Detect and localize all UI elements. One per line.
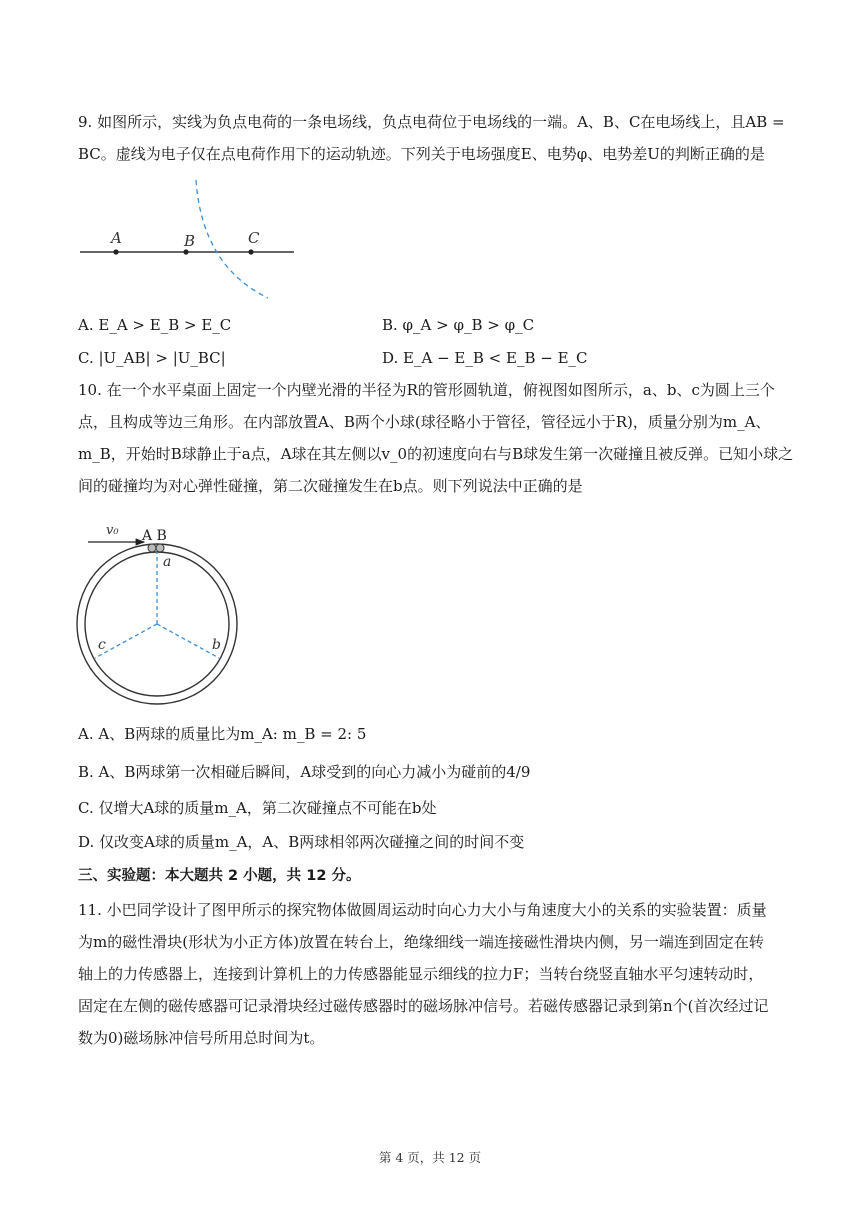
q9-figure xyxy=(74,176,300,304)
q10-option-d: D. 仅改变A球的质量m_A，A、B两球相邻两次碰撞之间的时间不变 xyxy=(78,833,525,851)
section-3-title: 三、实验题：本大题共 2 小题，共 12 分。 xyxy=(78,868,361,884)
q10-option-b: B. A、B两球第一次相碰后瞬间，A球受到的向心力减小为碰前的4/9 xyxy=(78,763,531,781)
q9-option-b: B. φ_A > φ_B > φ_C xyxy=(382,316,535,334)
balls-label: A B xyxy=(142,528,167,544)
q9-option-c: C. |U_AB| > |U_BC| xyxy=(78,349,226,367)
q10-option-c: C. 仅增大A球的质量m_A，第二次碰撞点不可能在b处 xyxy=(78,799,437,817)
label-point-c: c xyxy=(98,637,106,653)
ball-b xyxy=(156,544,164,552)
point-c xyxy=(248,249,253,254)
point-b xyxy=(183,249,188,254)
page-number: 第 4 页，共 12 页 xyxy=(378,1150,482,1165)
label-c: C xyxy=(248,229,260,247)
q9-option-a: A. E_A > E_B > E_C xyxy=(78,316,232,334)
label-point-a: a xyxy=(163,554,172,570)
v0-label: v₀ xyxy=(106,523,119,538)
label-b: B xyxy=(184,232,196,250)
q11-stem-line-3: 轴上的力传感器上，连接到计算机上的力传感器能显示细线的拉力F；当转台绕竖直轴水平匀速转动时， xyxy=(78,965,764,983)
q10-stem-line-2: 点，且构成等边三角形。在内部放置A、B两个小球(球径略小于管径，管径远小于R)，质量分别为m_A、 xyxy=(78,413,771,431)
q11-stem-line-2: 为m的磁性滑块(形状为小正方体)放置在转台上，绝缘细线一端连接磁性滑块内侧，另一端连到固定在转 xyxy=(78,933,764,951)
radius-to-b xyxy=(157,624,219,658)
q9-option-d: D. E_A − E_B < E_B − E_C xyxy=(382,349,588,367)
q11-stem-line-1: 11. 小巴同学设计了图甲所示的探究物体做圆周运动时向心力大小与角速度大小的关系的实验装置：质量 xyxy=(78,901,767,919)
label-point-b: b xyxy=(212,637,221,653)
q9-stem-line-1: 9. 如图所示，实线为负点电荷的一条电场线，负点电荷位于电场线的一端。A、B、C在电场线上，且AB = xyxy=(78,113,785,131)
q10-stem-line-3: m_B，开始时B球静止于a点，A球在其左侧以v_0的初速度向右与B球发生第一次碰撞且被反弹。已知小球之 xyxy=(78,445,794,463)
ball-a xyxy=(148,544,156,552)
point-a xyxy=(113,249,118,254)
q10-stem-line-1: 10. 在一个水平桌面上固定一个内壁光滑的半径为R的管形圆轨道，俯视图如图所示，a、b、c为圆上三个 xyxy=(78,381,775,399)
q10-option-a: A. A、B两球的质量比为m_A: m_B = 2: 5 xyxy=(78,725,367,743)
q11-stem-line-4: 固定在左侧的磁传感器可记录滑块经过磁传感器时的磁场脉冲信号。若磁传感器记录到第n个(首次经过记 xyxy=(78,997,769,1015)
q10-figure xyxy=(76,516,248,712)
label-a: A xyxy=(111,229,122,247)
q9-stem-line-2: BC。虚线为电子仅在点电荷作用下的运动轨迹。下列关于电场强度E、电势φ、电势差U的判断正确的是 xyxy=(78,145,765,163)
q11-stem-line-5: 数为0)磁场脉冲信号所用总时间为t。 xyxy=(78,1029,325,1047)
q10-stem-line-4: 间的碰撞均为对心弹性碰撞，第二次碰撞发生在b点。则下列说法中正确的是 xyxy=(78,477,583,495)
